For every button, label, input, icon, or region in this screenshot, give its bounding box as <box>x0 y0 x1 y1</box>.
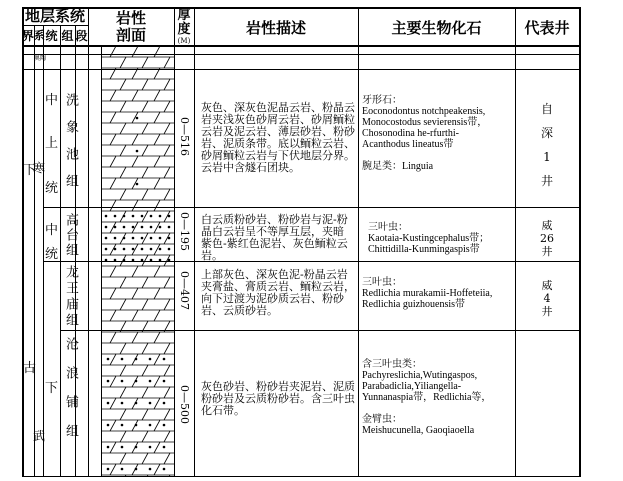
well-row-1: 自 深 1 井 <box>540 102 553 188</box>
formation-xixiangchi: 洗象池组 <box>63 93 78 201</box>
overlying-ordovician: 奥陶 <box>34 55 47 62</box>
header-thickness-unit: (M) <box>177 37 191 45</box>
header-series: 统 <box>45 29 58 43</box>
well-row-2: 威 26 井 <box>540 219 554 258</box>
header-system: 系 <box>34 29 45 42</box>
header-formation: 组 <box>61 29 74 43</box>
fossils-row-3: 三叶虫： Redlichia murakamii-Hoffeteiia, Redlichia guizhouensis带 <box>362 277 493 310</box>
header-thickness: 厚度 <box>177 8 191 37</box>
description-row-4: 灰色砂岩、粉砂岩夹泥岩、泥质粉砂岩及云质粉砂岩。含三叶虫化石带。 <box>201 380 355 417</box>
description-row-2: 白云质粉砂岩、粉砂岩与泥-粉晶白云岩呈不等厚互层，夹暗紫色-紫红色泥岩、灰色鲕粒云岩。 <box>201 213 348 262</box>
series-middle-prefix: 中 <box>45 223 59 238</box>
formation-longwangmiao: 龙王庙组 <box>63 265 78 329</box>
fossils-row-1: 牙形石： Eoconodontus notchpeakensis, Monocostodus sevierensis带， Chosonodina he-rfurthi- Acanthodus lineatus带 腕足类：Linguia <box>362 95 488 172</box>
description-row-1: 灰色、深灰色泥晶云岩、粉晶云岩夹浅灰色砂屑云岩、砂屑鲕粒云岩及泥云岩、薄层砂岩、粉砂岩、泥质条带。底以鲕粒云岩、砂屑鲕粒云岩与下伏地层分界。云岩中含燧石团块。 <box>201 101 355 174</box>
thickness-row-2: 0—195 <box>178 212 191 251</box>
erathem-label-1: 下 <box>23 163 37 178</box>
series-middle-suffix: 统 <box>45 247 59 262</box>
thickness-row-3: 0—407 <box>178 271 191 310</box>
header-fossils: 主要生物化石 <box>391 19 482 37</box>
series-lower: 下 <box>45 381 59 396</box>
stratigraphy-table <box>22 7 580 477</box>
fossils-row-4: 含三叶虫类： Pachyreslichia,Wutingaspos, Parabadiclia,Yiliangella- Yunnanaspia带，Redlichia等， 金臂虫： Meishucunella, Gaoqiaoella <box>362 359 492 436</box>
header-strat-system: 地层系统 <box>24 7 85 25</box>
header-lithology: 岩性 剖面 <box>115 9 146 44</box>
header-member: 段 <box>75 29 88 43</box>
well-row-3: 威 4 井 <box>541 279 553 318</box>
formation-gaotai: 高台组 <box>63 213 78 258</box>
description-row-3: 上部灰色、深灰色泥-粉晶云岩夹膏盐、膏质云岩、鲕粒云岩，向下过渡为泥砂质云岩、粉砂岩、云质砂岩。 <box>201 268 355 317</box>
system-label-1: 寒 <box>33 161 46 175</box>
series-upper-suffix: 统 <box>45 181 59 196</box>
header-well: 代表井 <box>524 19 570 37</box>
header-description: 岩性描述 <box>245 19 306 37</box>
series-upper: 上 <box>45 136 59 151</box>
header-erathem: 界 <box>22 29 35 43</box>
thickness-row-4: 0—500 <box>178 385 191 424</box>
thickness-row-1: 0—516 <box>178 117 191 156</box>
lithology-column <box>102 46 174 476</box>
formation-canglangpu: 沧浪铺组 <box>63 337 78 453</box>
system-label-2: 武 <box>33 429 46 443</box>
series-upper-prefix: 中 <box>45 93 59 108</box>
erathem-label-2: 古 <box>23 361 37 376</box>
fossils-row-2: 三叶虫： Kaotaia-Kustingcephalus带； Chittidilla-Kunmingaspis带 <box>368 222 490 255</box>
